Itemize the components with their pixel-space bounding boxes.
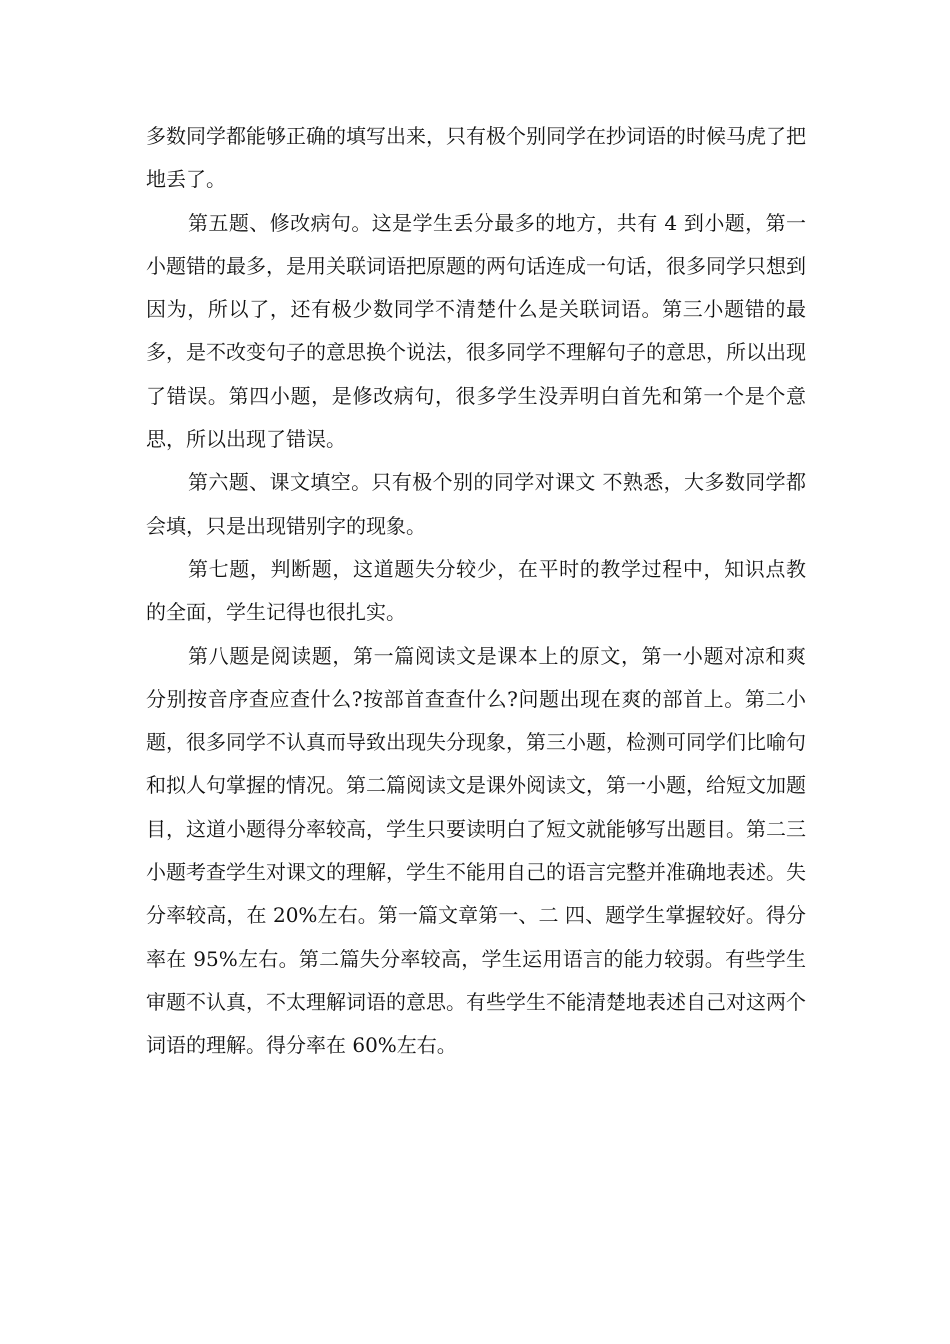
paragraph-question-five: 第五题、修改病句。这是学生丢分最多的地方，共有 4 到小题，第一小题错的最多，是用关联词语把原题的两句话连成一句话，很多同学只想到因为，所以了，还有极少数同学不清楚什么是关联词语。第三小题错的最多，是不改变句子的意思换个说法，很多同学不理解句子的意思，所以出现了错误。第四小题，是修改病句，很多学生没弄明白首先和第一个是个意思，所以出现了错误。 — [146, 210, 806, 452]
paragraph-question-seven: 第七题，判断题，这道题失分较少，在平时的教学过程中，知识点教的全面，学生记得也很扎实。 — [146, 556, 806, 625]
paragraph-question-eight: 第八题是阅读题，第一篇阅读文是课本上的原文，第一小题对凉和爽分别按音序查应查什么?按部首查查什么?问题出现在爽的部首上。第二小题，很多同学不认真而导致出现失分现象，第三小题，检测可同学们比喻句和拟人句掌握的情况。第二篇阅读文是课外阅读文，第一小题，给短文加题目，这道小题得分率较高，学生只要读明白了短文就能够写出题目。第二三小题考查学生对课文的理解，学生不能用自己的语言完整并准确地表述。失分率较高，在 20%左右。第一篇文章第一、二 四、题学生掌握较好。得分率在 95%左右。第二篇失分率较高，学生运用语言的能力较弱。有些学生审题不认真，不太理解词语的意思。有些学生不能清楚地表述自己对这两个词语的理解。得分率在 60%左右。 — [146, 643, 806, 1058]
paragraph-continuation: 多数同学都能够正确的填写出来，只有极个别同学在抄词语的时候马虎了把地丢了。 — [146, 124, 806, 192]
document-body — [146, 115, 806, 1068]
paragraph-question-six: 第六题、课文填空。只有极个别的同学对课文 不熟悉，大多数同学都会填，只是出现错别字的现象。 — [146, 470, 806, 538]
